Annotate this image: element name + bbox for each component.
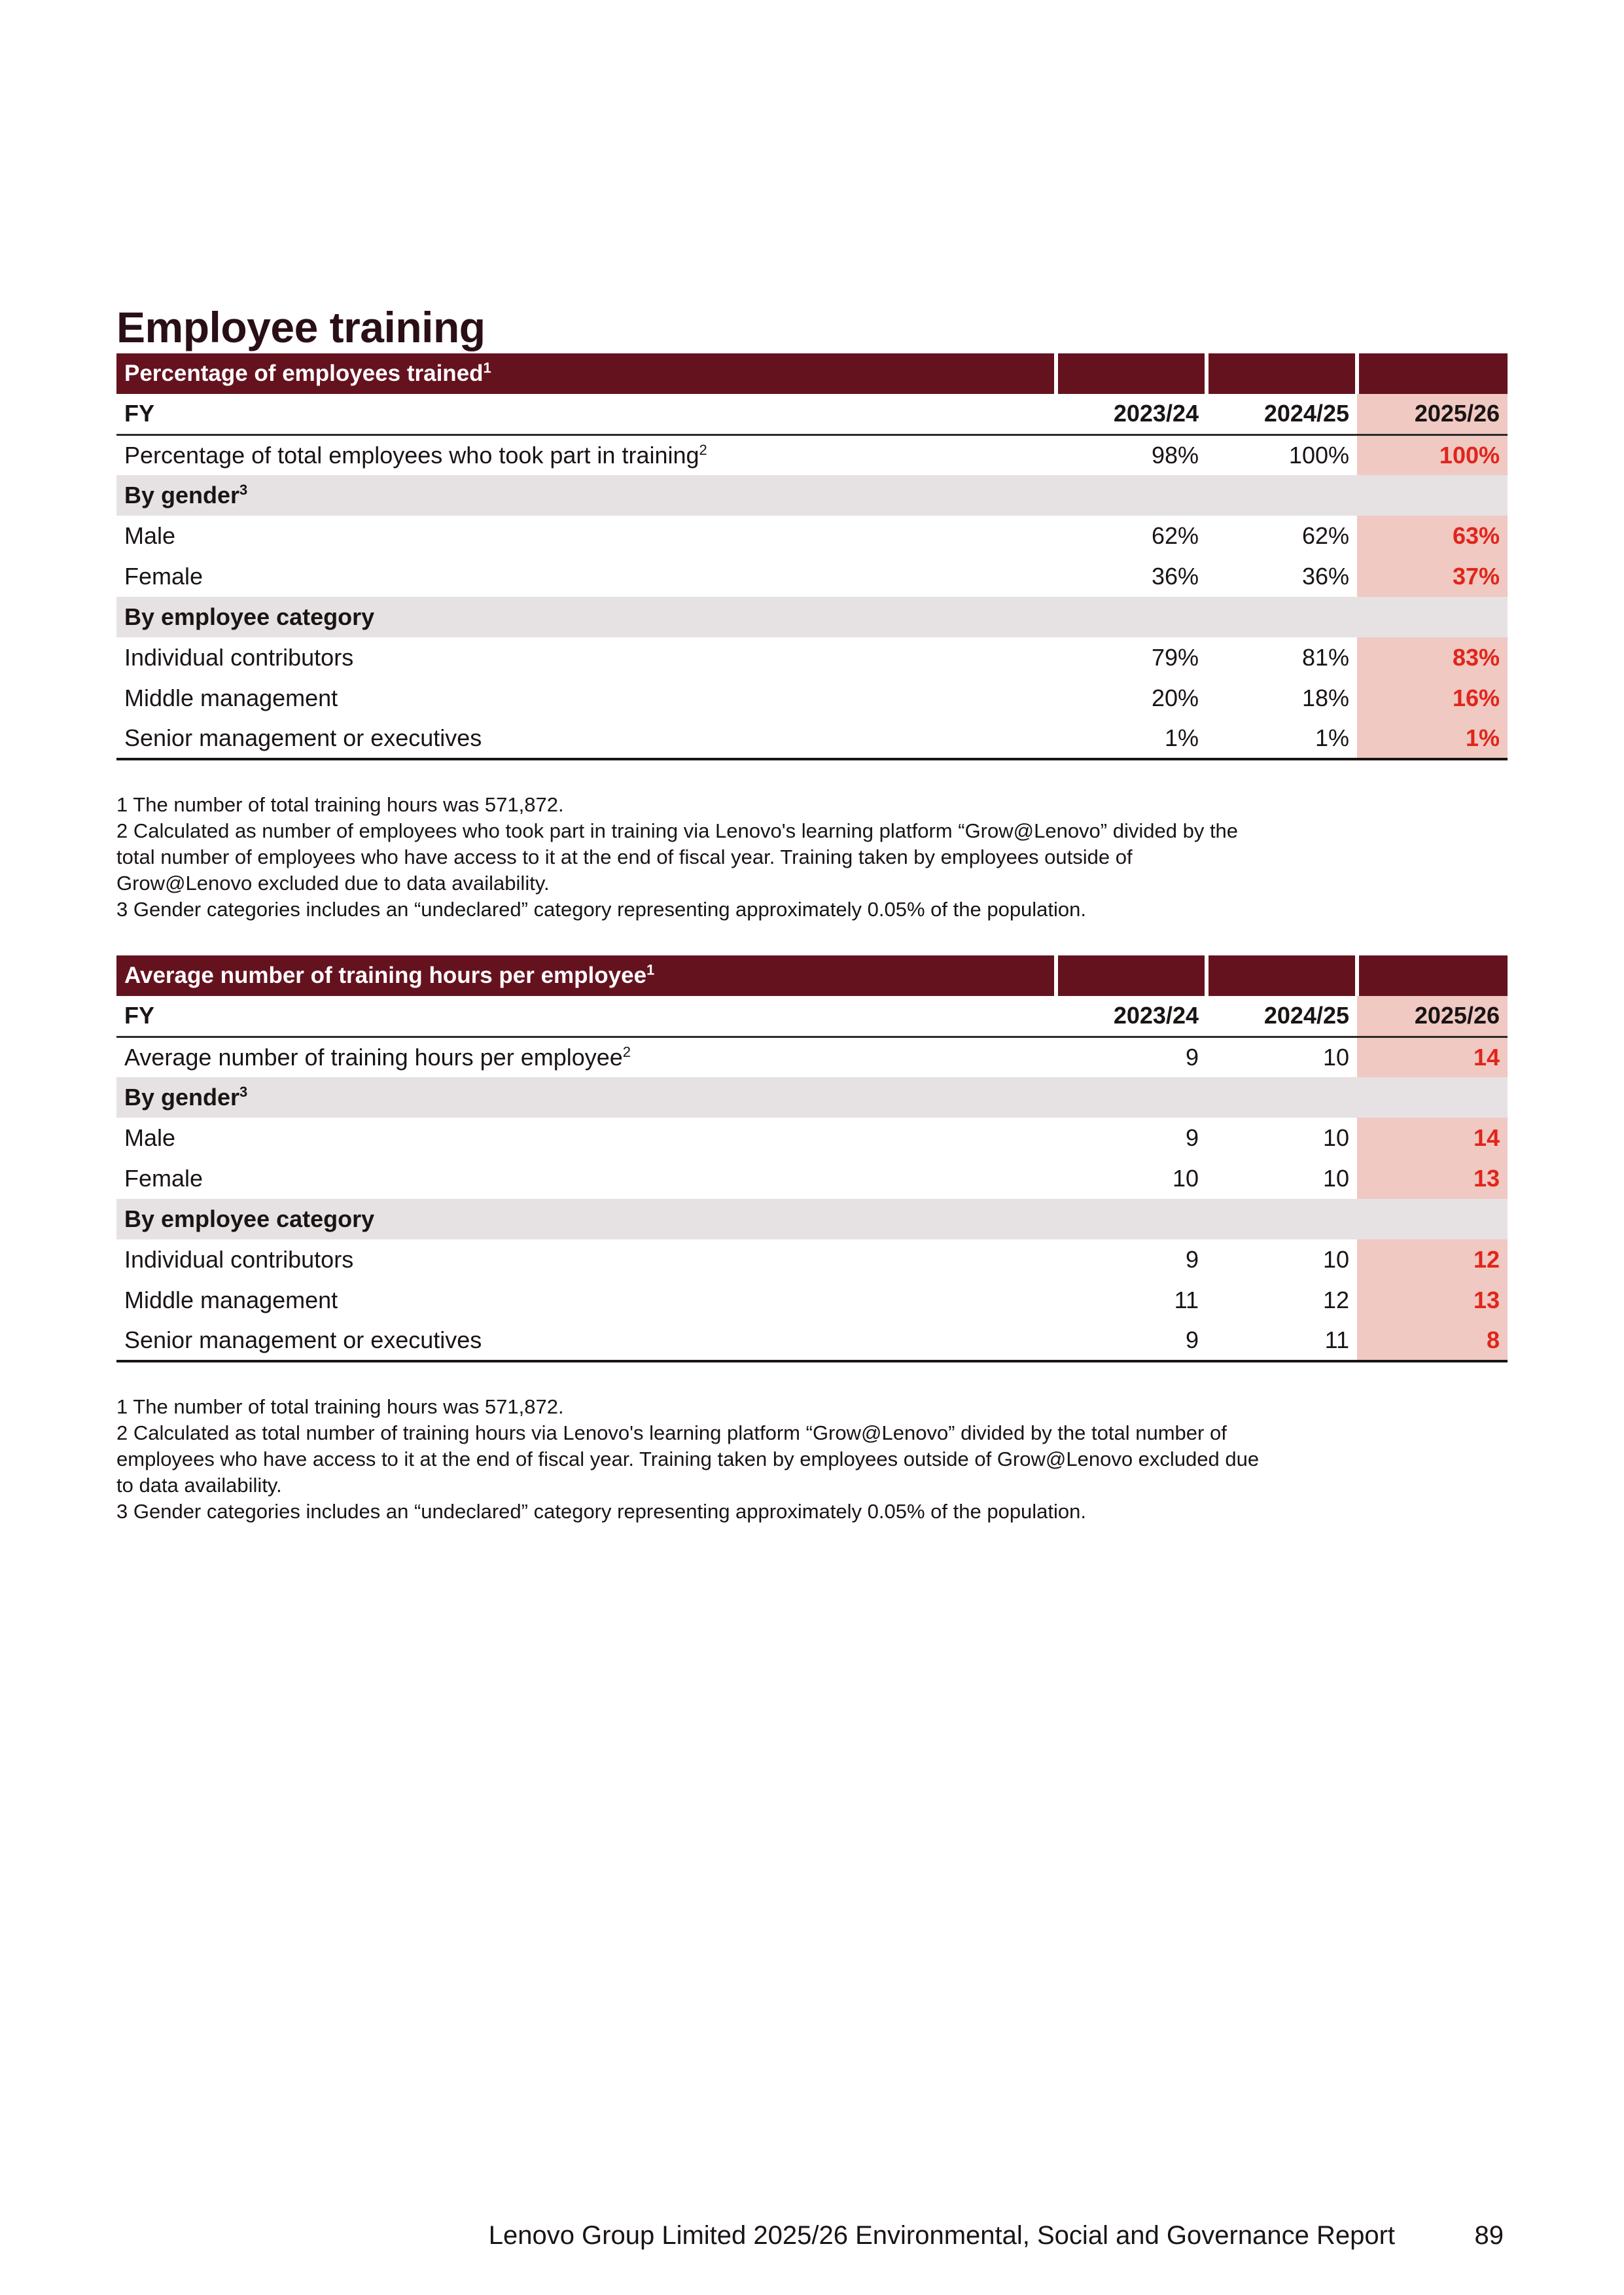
table-heading-spacer [1357, 955, 1508, 996]
section-spacer-cell [1207, 475, 1357, 516]
section-row [116, 475, 1508, 516]
table-row [116, 678, 1508, 719]
table-row [116, 719, 1508, 759]
table-footnotes [116, 792, 1508, 923]
page-footer [0, 2221, 1624, 2260]
section-spacer-cell [1207, 597, 1357, 637]
current-year-value: 16% [1357, 678, 1508, 719]
current-year-value: 14 [1357, 1118, 1508, 1158]
current-year-value: 8 [1357, 1321, 1508, 1361]
current-year-value: 12 [1357, 1239, 1508, 1280]
row-label-text: Individual contributors [124, 644, 354, 671]
section-spacer-cell [1056, 597, 1207, 637]
footnote-line: employees who have access to it at the end of fiscal year. Training taken by employees outside of Grow@Lenovo excluded due [116, 1448, 1260, 1470]
row-label [116, 1158, 1056, 1199]
year-value: 1% [1207, 719, 1357, 759]
table-footnotes [116, 1394, 1508, 1525]
row-label [116, 678, 1056, 719]
section-label [116, 1077, 1056, 1118]
year-value: 81% [1301, 644, 1349, 671]
row-label [116, 1037, 1056, 1077]
fy-header-row [116, 996, 1508, 1037]
section-row [116, 1199, 1508, 1239]
row-label [116, 516, 1056, 556]
row-label [116, 1280, 1056, 1321]
table-row [116, 516, 1508, 556]
footer-report-title: Lenovo Group Limited 2025/26 Environmental, Social and Governance Report [488, 2221, 1395, 2250]
row-label-text: Senior management or executives [124, 1326, 482, 1353]
table-row [116, 1158, 1508, 1199]
year-value: 10 [1322, 1043, 1349, 1071]
table-heading-row [116, 353, 1508, 394]
footnote-line: total number of employees who have access to it at the end of fiscal year. Training taken by employees outside of [116, 845, 1133, 868]
year-value: 10 [1322, 1165, 1349, 1192]
year-value: 100% [1288, 441, 1349, 469]
table-row [116, 435, 1508, 475]
table-heading-row [116, 955, 1508, 996]
year-value: 10 [1172, 1165, 1199, 1192]
section-spacer-cell [1207, 1077, 1357, 1118]
year-value: 36% [1151, 563, 1199, 590]
row-label-text: Female [124, 1165, 203, 1192]
section-label [116, 475, 1056, 516]
current-year-value: 63% [1357, 516, 1508, 556]
year-value: 62% [1151, 522, 1199, 549]
year-column-header: 2024/25 [1207, 394, 1357, 435]
data-table [116, 353, 1508, 760]
section-label-text: By employee category [124, 1205, 375, 1232]
row-label-text: Male [124, 522, 176, 549]
footnote-marker: 3 [239, 482, 248, 498]
footnote-line: 1 The number of total training hours was 571,872. [116, 793, 564, 816]
table-row [116, 1118, 1508, 1158]
row-label-text: Individual contributors [124, 1246, 354, 1273]
page-title: Employee training [116, 303, 485, 351]
row-label [116, 637, 1056, 678]
section-spacer-cell [1207, 1199, 1357, 1239]
page-number: 89 [1474, 2221, 1504, 2250]
row-label-text: Middle management [124, 685, 338, 711]
year-value: 9 [1185, 1124, 1199, 1151]
footnote-line: 3 Gender categories includes an “undeclared” category representing approximately 0.05% of the population. [116, 1500, 1087, 1523]
table-row [116, 1280, 1508, 1321]
row-label [116, 1118, 1056, 1158]
table-row [116, 1321, 1508, 1361]
year-value: 79% [1151, 644, 1199, 671]
section-row [116, 1077, 1508, 1118]
table-heading-text: Percentage of employees trained [124, 361, 484, 386]
footnote-line: to data availability. [116, 1474, 282, 1497]
section-spacer-cell [1056, 1077, 1207, 1118]
section-row [116, 597, 1508, 637]
footnote-marker: 2 [622, 1043, 631, 1060]
row-label [116, 719, 1056, 759]
table-row [116, 1239, 1508, 1280]
year-value: 18% [1301, 685, 1349, 711]
current-year-value: 100% [1357, 435, 1508, 475]
year-value: 20% [1151, 685, 1199, 711]
section-label [116, 597, 1056, 637]
year-value: 36% [1301, 563, 1349, 590]
year-value: 62% [1301, 522, 1349, 549]
table-heading-spacer [1357, 353, 1508, 394]
year-column-header: 2023/24 [1056, 996, 1207, 1037]
year-value: 10 [1322, 1246, 1349, 1273]
data-table [116, 955, 1508, 1362]
row-label-text: Average number of training hours per employee [124, 1043, 623, 1071]
table-row [116, 1037, 1508, 1077]
row-label [116, 435, 1056, 475]
table-heading-spacer [1207, 955, 1357, 996]
section-spacer-cell [1357, 597, 1508, 637]
table-row [116, 637, 1508, 678]
section-label-text: By gender [124, 482, 240, 508]
year-value: 10 [1322, 1124, 1349, 1151]
current-year-value: 13 [1357, 1280, 1508, 1321]
fy-header-row [116, 394, 1508, 435]
year-column-header: 2023/24 [1056, 394, 1207, 435]
current-year-value: 14 [1357, 1037, 1508, 1077]
year-value: 12 [1322, 1287, 1349, 1313]
table-heading [116, 955, 1056, 996]
section-spacer-cell [1357, 475, 1508, 516]
year-column-header: 2025/26 [1357, 996, 1508, 1037]
section-label-text: By employee category [124, 603, 375, 630]
table-row [116, 556, 1508, 597]
year-value: 9 [1185, 1043, 1199, 1071]
section-label-text: By gender [124, 1084, 240, 1111]
table-heading-spacer [1056, 955, 1207, 996]
table-heading-spacer [1056, 353, 1207, 394]
year-value: 9 [1056, 1321, 1207, 1361]
current-year-value: 1% [1357, 719, 1508, 759]
table-heading-text: Average number of training hours per employee [124, 963, 647, 988]
section-spacer-cell [1056, 1199, 1207, 1239]
year-value: 11 [1207, 1321, 1357, 1361]
row-label [116, 1321, 1056, 1361]
footnote-marker: 1 [483, 359, 491, 376]
year-value: 11 [1174, 1287, 1199, 1313]
year-value: 98% [1151, 441, 1199, 469]
table-heading-spacer [1207, 353, 1357, 394]
current-year-value: 13 [1357, 1158, 1508, 1199]
year-column-header: 2024/25 [1207, 996, 1357, 1037]
section-label [116, 1199, 1056, 1239]
footnote-line: 2 Calculated as number of employees who took part in training via Lenovo's learning platform “Grow@Lenovo” divided by the [116, 819, 1239, 842]
row-label [116, 556, 1056, 597]
row-label-text: Male [124, 1124, 176, 1151]
footnote-line: 3 Gender categories includes an “undeclared” category representing approximately 0.05% of the population. [116, 898, 1087, 921]
section-spacer-cell [1357, 1199, 1508, 1239]
fy-label: FY [116, 996, 1056, 1037]
row-label-text: Female [124, 563, 203, 590]
fy-label: FY [116, 394, 1056, 435]
footnote-line: 1 The number of total training hours was 571,872. [116, 1395, 564, 1418]
year-value: 9 [1185, 1246, 1199, 1273]
current-year-value: 83% [1357, 637, 1508, 678]
section-spacer-cell [1357, 1077, 1508, 1118]
footnote-marker: 3 [239, 1084, 248, 1100]
section-spacer-cell [1056, 475, 1207, 516]
footnote-marker: 2 [699, 441, 707, 458]
row-label-text: Senior management or executives [124, 724, 482, 751]
table-heading [116, 353, 1056, 394]
year-value: 1% [1056, 719, 1207, 759]
footnote-marker: 1 [646, 961, 655, 978]
current-year-value: 37% [1357, 556, 1508, 597]
footnote-line: Grow@Lenovo excluded due to data availability. [116, 872, 550, 895]
row-label [116, 1239, 1056, 1280]
year-column-header: 2025/26 [1357, 394, 1508, 435]
footnote-line: 2 Calculated as total number of training hours via Lenovo's learning platform “Grow@Lenovo” divided by the total number of [116, 1421, 1227, 1444]
row-label-text: Percentage of total employees who took part in training [124, 441, 699, 469]
row-label-text: Middle management [124, 1287, 338, 1313]
